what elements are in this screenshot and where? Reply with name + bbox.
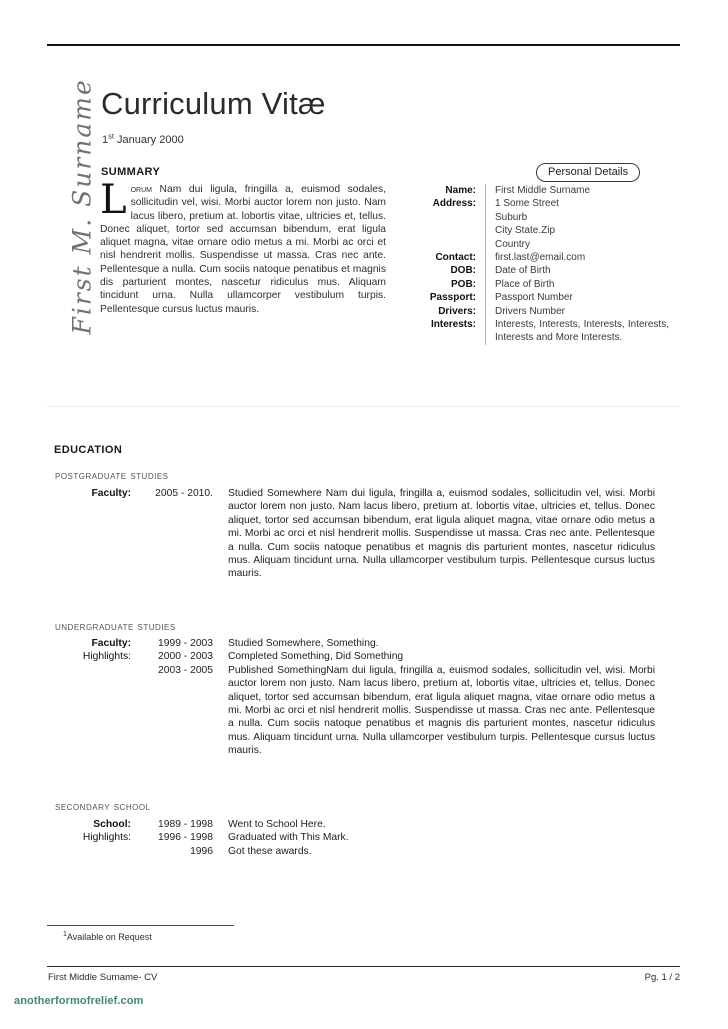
pd-label: Name: — [445, 185, 476, 196]
footnote — [63, 932, 152, 942]
entry-date: 1999 - 2003 — [158, 638, 213, 649]
pd-label: DOB: — [450, 265, 476, 277]
table-row — [404, 291, 669, 304]
pd-label: Contact: — [435, 252, 476, 264]
table-row — [404, 305, 669, 318]
table-row — [404, 211, 669, 224]
entry-label: School: — [93, 819, 131, 830]
secondary-entries — [55, 818, 655, 858]
page-number: Pg. 1 / 2 — [644, 972, 680, 983]
summary-heading: summary — [101, 162, 161, 179]
entry-date: 1996 — [190, 845, 213, 857]
watermark-url: anotherformofrelief.com — [14, 995, 144, 1007]
pd-label: Address: — [432, 198, 476, 210]
summary-lead-smallcaps: orum — [130, 184, 152, 195]
vertical-script-name: First M. Surname — [67, 78, 97, 335]
list-item — [55, 650, 655, 663]
pd-value: First Middle Surname — [486, 184, 670, 197]
footnote-text: Available on Request — [66, 932, 152, 942]
table-row — [404, 264, 669, 277]
pd-label: Drivers: — [438, 305, 476, 317]
entry-body: Graduated with This Mark. — [228, 832, 349, 844]
entry-label: Faculty: — [91, 488, 131, 499]
entry-body: Published SomethingNam dui ligula, fringilla a, euismod sodales, sollicitudin vel, wisi. Morbi auctor lorem non justo. Nam lacus libero, pretium at, lobortis vitae, ultricies et, tellus. Donec aliquet, tortor sed accumsan bibendum, erat ligula aliquet magna, vitae ornare odio metus a mi. Morbi ac orci et nisl hendrerit mollis. Suspendisse ut massa. Cras nec ante. Pellentesque a nulla. Cum sociis natoque penatibus et magnis dis parturient montes, nascetur ridiculus mus. Aliquam tincidunt urna. Nulla ullamcorper vestibulum turpis. Pellentesque cursus luctus mauris. — [228, 664, 655, 757]
entry-label: Highlights: — [82, 832, 131, 844]
section-divider-rule — [47, 406, 680, 407]
list-item — [55, 664, 655, 758]
entry-date: 1996 - 1998 — [158, 832, 213, 844]
pd-value: Passport Number — [486, 291, 670, 304]
postgraduate-subheading: postgraduate studies — [55, 470, 169, 482]
list-item — [55, 818, 655, 831]
page-title: Curriculum Vitæ — [101, 86, 326, 121]
entry-body: Studied Somewhere, Something. — [228, 638, 379, 649]
entry-date: 2003 - 2005 — [158, 664, 213, 676]
pd-value: Date of Birth — [486, 264, 670, 277]
footnote-marker: 1 — [63, 931, 67, 938]
entry-date: 2000 - 2003 — [158, 651, 213, 663]
pd-value: first.last@email.com — [486, 251, 670, 264]
education-heading: education — [54, 440, 123, 457]
pd-label — [404, 211, 486, 224]
postgraduate-entries — [55, 487, 655, 581]
date-day: 1 — [102, 134, 109, 146]
footer-left-text: First Middle Surname- CV — [48, 972, 158, 983]
table-row — [404, 184, 669, 197]
list-item — [55, 831, 655, 844]
summary-dropcap: L — [100, 177, 127, 223]
personal-details-body — [404, 184, 669, 345]
pd-value: City State.Zip — [486, 224, 670, 237]
table-row — [404, 278, 669, 291]
pd-label — [404, 224, 486, 237]
table-row — [404, 224, 669, 237]
entry-body: Got these awards. — [228, 845, 312, 857]
pd-value: Country — [486, 238, 670, 251]
summary-paragraph — [100, 177, 386, 316]
personal-details-table — [404, 184, 669, 345]
entry-date: 1989 - 1998 — [158, 819, 213, 830]
secondary-subheading: secondary school — [55, 801, 151, 813]
document-date — [102, 131, 184, 146]
table-row — [404, 318, 669, 345]
pd-value: Suburb — [486, 211, 670, 224]
entry-body: Went to School Here. — [228, 819, 326, 830]
pd-value: Drivers Number — [486, 305, 670, 318]
date-ordinal: st — [108, 131, 114, 141]
pd-value: 1 Some Street — [486, 197, 670, 210]
entry-label: Highlights: — [82, 651, 131, 663]
list-item — [55, 487, 655, 581]
undergraduate-entries — [55, 637, 655, 758]
summary-body-text: Nam dui ligula, fringilla a, euismod sodales, sollicitudin vel, wisi. Morbi auctor lorem non justo. Nam lacus libero, pretium at. lobortis vitae, ultricies et, tellus. Donec aliquet, tortor sed accumsan bibendum, erat ligula aliquet magna, vitae ornare odio metus a mi. Morbi ac orci et nisl hendrerit mollis. Suspendisse ut massa. Cras nec ante. Pellentesque a nulla. Cum sociis natoque penatibus et magnis dis parturient montes, nascetur ridiculus mus. Aliquam tincidunt urna. Nulla ullamcorper vestibulum turpis. Pellentesque cursus luctus mauris. — [100, 184, 386, 315]
pd-label: Interests: — [430, 319, 476, 331]
entry-date: 2005 - 2010. — [155, 488, 213, 499]
pd-label — [404, 238, 486, 251]
list-item — [55, 845, 655, 858]
footnote-separator-rule — [47, 925, 234, 926]
pd-label: POB: — [451, 278, 476, 290]
entry-body: Studied Somewhere Nam dui ligula, fringilla a, euismod sodales, sollicitudin vel, wisi. Morbi auctor lorem non justo. Nam lacus libero, pretium at. lobortis vitae, ultricies et, tellus. Donec aliquet, tortor sed accumsan bibendum, erat ligula aliquet magna, vitae ornare odio metus a mi. Morbi ac orci et nisl hendrerit mollis. Suspendisse ut massa. Cras nec ante. Pellentesque a nulla. Cum sociis natoque penatibus et magnis dis parturient montes, nascetur ridiculus mus. Aliquam tincidunt urna. Nulla ullamcorper vestibulum turpis. Pellentesque cursus luctus mauris. — [228, 488, 655, 580]
table-row — [404, 197, 669, 210]
entry-label: Faculty: — [91, 638, 131, 649]
pd-value: Interests, Interests, Interests, Interests, Interests and More Interests. — [486, 318, 670, 345]
date-rest: January 2000 — [113, 134, 184, 146]
pd-label: Passport: — [429, 292, 476, 304]
entry-body: Completed Something, Did Something — [228, 651, 404, 663]
personal-details-badge: Personal Details — [536, 163, 640, 182]
top-divider-rule — [47, 44, 680, 46]
table-row — [404, 251, 669, 264]
list-item — [55, 637, 655, 650]
footer-separator-rule — [47, 966, 680, 967]
pd-value: Place of Birth — [486, 278, 670, 291]
undergraduate-subheading: undergraduate studies — [55, 621, 176, 633]
table-row — [404, 238, 669, 251]
